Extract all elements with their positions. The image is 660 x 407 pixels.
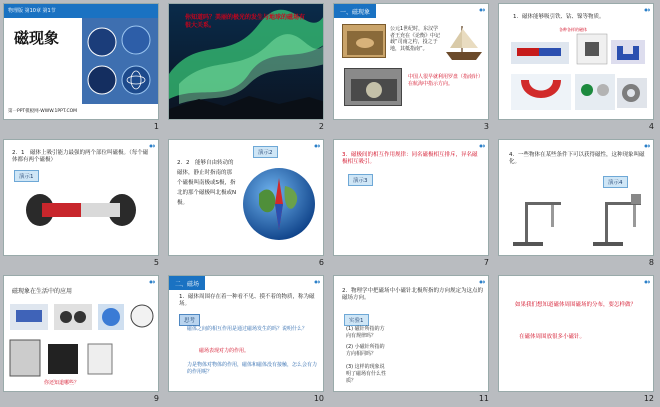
- slide-text: 2．1 磁体上吸引能力最强的两个部位叫磁极。（每个磁体都有两个磁极）: [12, 150, 149, 163]
- slide-thumbnail-7[interactable]: [330, 136, 495, 272]
- logo-icon: ●◗: [644, 143, 650, 148]
- slide-number: 7: [483, 258, 489, 267]
- slide-thumbnail-2[interactable]: [165, 0, 330, 136]
- slide-3[interactable]: [333, 3, 489, 120]
- magnet-collage-icon: [82, 18, 159, 104]
- magnetization-apparatus-image: [507, 188, 649, 250]
- bar-magnet-with-iron-filings-image: [26, 188, 136, 234]
- slide-5[interactable]: [3, 139, 159, 256]
- slide-number: 8: [648, 258, 654, 267]
- applications-collage-image: [8, 300, 156, 380]
- logo-icon: ●◗: [479, 7, 485, 12]
- slide-number: 4: [648, 122, 654, 131]
- question-3: (3) 这样的现象说明了磁场有什么性质？: [346, 364, 387, 384]
- slide-7[interactable]: [333, 139, 489, 256]
- slide-number: 1: [153, 122, 159, 131]
- think-tag: 思考: [179, 314, 200, 326]
- compass-image: [344, 68, 402, 106]
- slide-subcaption: 各种各样的磁体: [559, 27, 587, 32]
- slide-text: 公元1世纪时，东汉学者王充在《论衡》中记载“司南之杓，投之于地，其柢指南”。: [390, 26, 441, 52]
- slide-thumbnail-6[interactable]: [165, 136, 330, 272]
- slide-thumbnail-12[interactable]: [495, 272, 660, 407]
- slide-thumbnail-5[interactable]: [0, 136, 165, 272]
- slide-thumbnail-10[interactable]: [165, 272, 330, 407]
- section-header: 一、磁现象: [334, 4, 376, 18]
- slide-thumbnail-8[interactable]: [495, 136, 660, 272]
- slide-text: 3．磁极间的相互作用规律：同名磁极相互排斥，异名磁极相互吸引。: [342, 152, 478, 165]
- section-header: 二、磁场: [169, 276, 205, 290]
- slide-number: 5: [153, 258, 159, 267]
- logo-icon: ●◗: [149, 143, 155, 148]
- demo-tag: 演示1: [14, 170, 39, 182]
- slide-number: 9: [153, 394, 159, 403]
- slide-2[interactable]: [168, 3, 324, 120]
- slide-8[interactable]: [498, 139, 654, 256]
- slide-thumbnail-1[interactable]: [0, 0, 165, 136]
- slide-number: 12: [643, 394, 654, 403]
- question-1: (1) 磁针所指的方向有规律吗？: [346, 326, 385, 339]
- slide-title: 磁现象: [14, 29, 60, 47]
- slide-text: 1．磁体周围存在着一种看不见、摸不着的物质，称为磁场。: [179, 294, 315, 307]
- question-text: 你还知道哪些？: [44, 380, 80, 386]
- slide-caption: 你知道吗？美丽的极光的发生与地球的磁场有很大关系。: [185, 14, 306, 29]
- logo-icon: ●◗: [479, 279, 485, 284]
- slide-6[interactable]: [168, 139, 324, 256]
- logo-icon: ●◗: [644, 7, 650, 12]
- slide-1[interactable]: [3, 3, 159, 120]
- ship-image: [442, 22, 486, 62]
- slide-thumbnail-9[interactable]: [0, 272, 165, 407]
- demo-tag: 演示4: [603, 176, 628, 188]
- answer-1: 磁场表现对力的作用。: [199, 348, 250, 354]
- sinan-spoon-image: [342, 24, 386, 58]
- question-2: (2) 小磁针所指的方向相同吗？: [346, 344, 385, 357]
- slide-9[interactable]: [3, 275, 159, 392]
- question-1: 磁体之间的相互作用是通过磁场发生的吗？说明什么？: [187, 326, 308, 332]
- logo-icon: ●◗: [479, 143, 485, 148]
- slide-11[interactable]: [333, 275, 489, 392]
- slide-number: 10: [313, 394, 324, 403]
- earth-with-magnet-image: [239, 164, 319, 244]
- demo-tag: 演示3: [348, 174, 373, 186]
- slide-10[interactable]: [168, 275, 324, 392]
- slide-footer: 第一PPT模板网-WWW.1PPT.COM: [8, 109, 78, 114]
- slide-thumbnail-4[interactable]: [495, 0, 660, 136]
- slide-caption-2: 中国人很早就利用罗盘（指南针）在航海中指示方向。: [408, 74, 484, 87]
- logo-icon: ●◗: [149, 279, 155, 284]
- slide-header: 物理版 第10章 第1节: [8, 8, 56, 14]
- experiment-tag: 实验1: [344, 314, 369, 326]
- slide-text: 1．磁体能够吸引铁、钴、镍等物质。: [513, 14, 605, 20]
- slide-text: 2．物理学中把磁场中小磁针北极所指的方向规定为这点的磁场方向。: [342, 288, 484, 301]
- slide-number: 2: [318, 122, 324, 131]
- logo-icon: ●◗: [644, 279, 650, 284]
- slide-text: 4．一些物体在某些条件下可以获得磁性，这种现象叫磁化。: [509, 152, 645, 165]
- slide-thumbnail-3[interactable]: [330, 0, 495, 136]
- logo-icon: ●◗: [314, 143, 320, 148]
- question-2: 力是物体对物体的作用，磁体和磁体没有接触，怎么会有力的作用呢？: [187, 362, 318, 375]
- slide-number: 6: [318, 258, 324, 267]
- slide-text: 2．2 能够自由转动的磁体，静止时指南的那个磁极叫南极或S极，指北的那个磁极叫北极或N极。: [177, 160, 237, 206]
- slide-text: 磁现象在生活中的应用: [12, 288, 73, 295]
- logo-icon: ●◗: [314, 279, 320, 284]
- slide-number: 3: [483, 122, 489, 131]
- slide-thumbnail-11[interactable]: [330, 272, 495, 407]
- magnets-collage-image: [507, 32, 649, 116]
- slide-12[interactable]: [498, 275, 654, 392]
- answer-text: 在磁体周围放很多小磁针。: [519, 334, 586, 340]
- demo-tag: 演示2: [253, 146, 278, 158]
- question-text: 如果我们想知道磁体周围磁场的分布，要怎样做？: [515, 302, 637, 308]
- slide-4[interactable]: [498, 3, 654, 120]
- slide-number: 11: [478, 394, 489, 403]
